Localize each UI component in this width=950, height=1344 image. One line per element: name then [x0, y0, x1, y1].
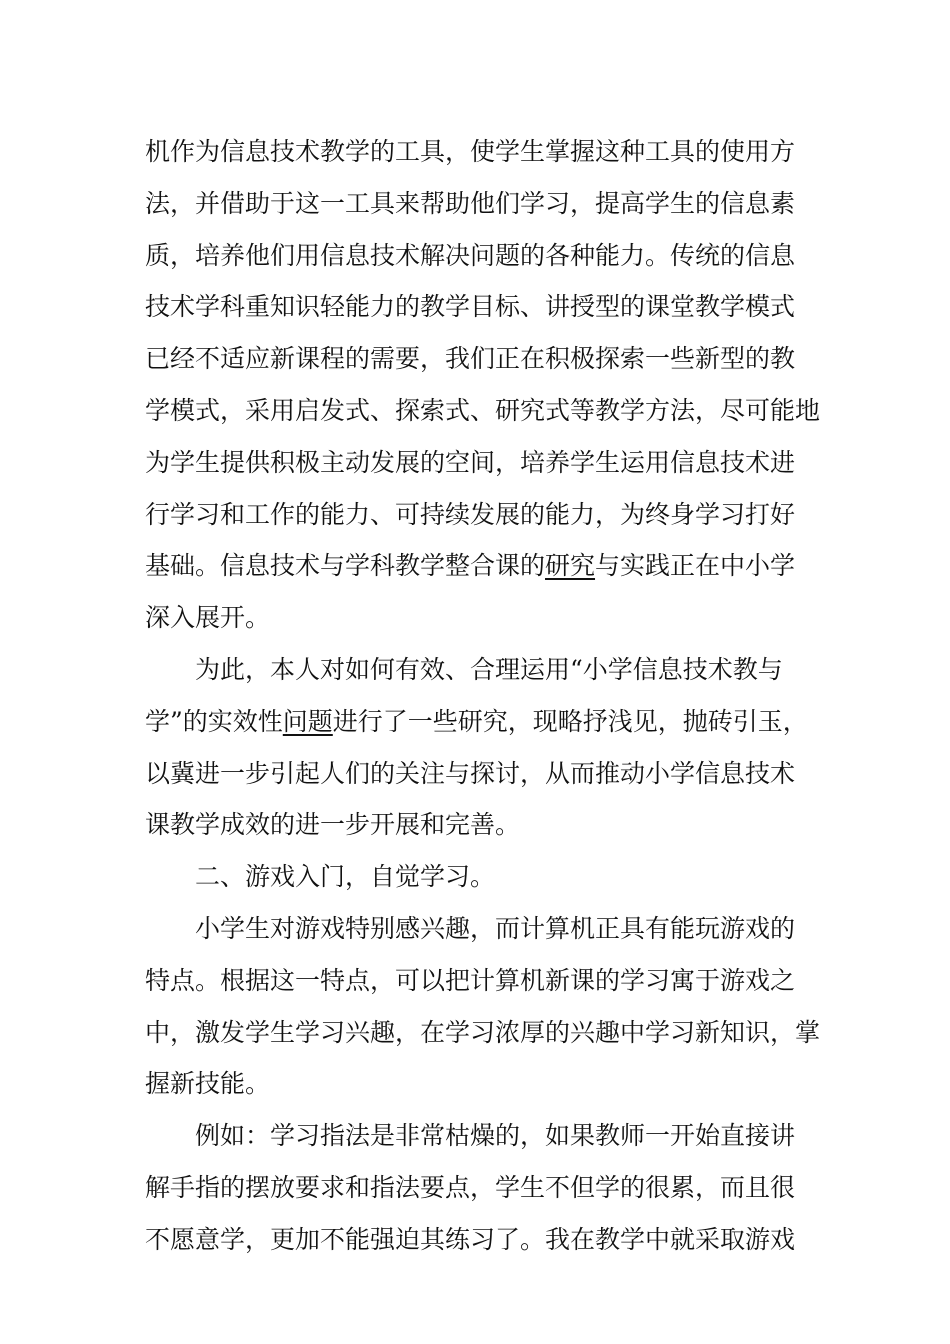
problem-link[interactable]: 问题: [282, 706, 333, 736]
text-line: [145, 540, 810, 592]
text-line: 学模式，采用启发式、探索式、研究式等教学方法，尽可能地: [145, 395, 821, 425]
paragraph-example: [145, 1110, 810, 1265]
text-line: 课教学成效的进一步开展和完善。: [145, 810, 521, 840]
text-line: 以冀进一步引起人们的关注与探讨，从而推动小学信息技术: [145, 758, 796, 788]
text-line: [145, 696, 810, 748]
text-line: 特点。根据这一特点，可以把计算机新课的学习寓于游戏之: [145, 965, 796, 995]
paragraph-intro: [145, 644, 810, 851]
text-line: 小学生对游戏特别感兴趣，而计算机正具有能玩游戏的: [195, 913, 796, 943]
text-line: 技术学科重知识轻能力的教学目标、讲授型的课堂教学模式: [145, 292, 796, 322]
paragraph-games: [145, 903, 821, 1110]
text-line: 握新技能。: [145, 1069, 271, 1099]
text-line: 为学生提供积极主动发展的空间，培养学生运用信息技术进: [145, 447, 796, 477]
text-line: 法，并借助于这一工具来帮助他们学习，提高学生的信息素: [145, 188, 796, 218]
text-line: 行学习和工作的能力、可持续发展的能力，为终身学习打好: [145, 499, 796, 529]
text-line: 已经不适应新课程的需要，我们正在积极探索一些新型的教: [145, 344, 796, 374]
text-line: 机作为信息技术教学的工具，使学生掌握这种工具的使用方: [145, 137, 796, 166]
text-line: 为此，本人对如何有效、合理运用“小学信息技术教与: [195, 654, 783, 684]
text-span: 进行了一些研究，现略抒浅见，抛砖引玉，: [332, 706, 808, 736]
text-line: 不愿意学，更加不能强迫其练习了。我在教学中就采取游戏: [145, 1224, 796, 1254]
text-span: 基础。信息技术与学科教学整合课的: [145, 551, 546, 581]
section-heading: 二、游戏入门，自觉学习。: [195, 862, 496, 892]
document-body: [145, 126, 821, 1266]
text-span: 学”的实效性: [145, 706, 283, 736]
research-link[interactable]: 研究: [545, 551, 596, 581]
text-line: 中，激发学生学习兴趣，在学习浓厚的兴趣中学习新知识，掌: [145, 1017, 821, 1047]
text-line: 深入展开。: [145, 603, 271, 633]
paragraph-continuation: [145, 126, 821, 644]
text-line: 解手指的摆放要求和指法要点，学生不但学的很累，而且很: [145, 1172, 796, 1202]
text-span: 与实践正在中小学: [595, 551, 796, 581]
text-line: 例如：学习指法是非常枯燥的，如果教师一开始直接讲: [195, 1121, 796, 1151]
text-line: 质，培养他们用信息技术解决问题的各种能力。传统的信息: [145, 240, 796, 270]
